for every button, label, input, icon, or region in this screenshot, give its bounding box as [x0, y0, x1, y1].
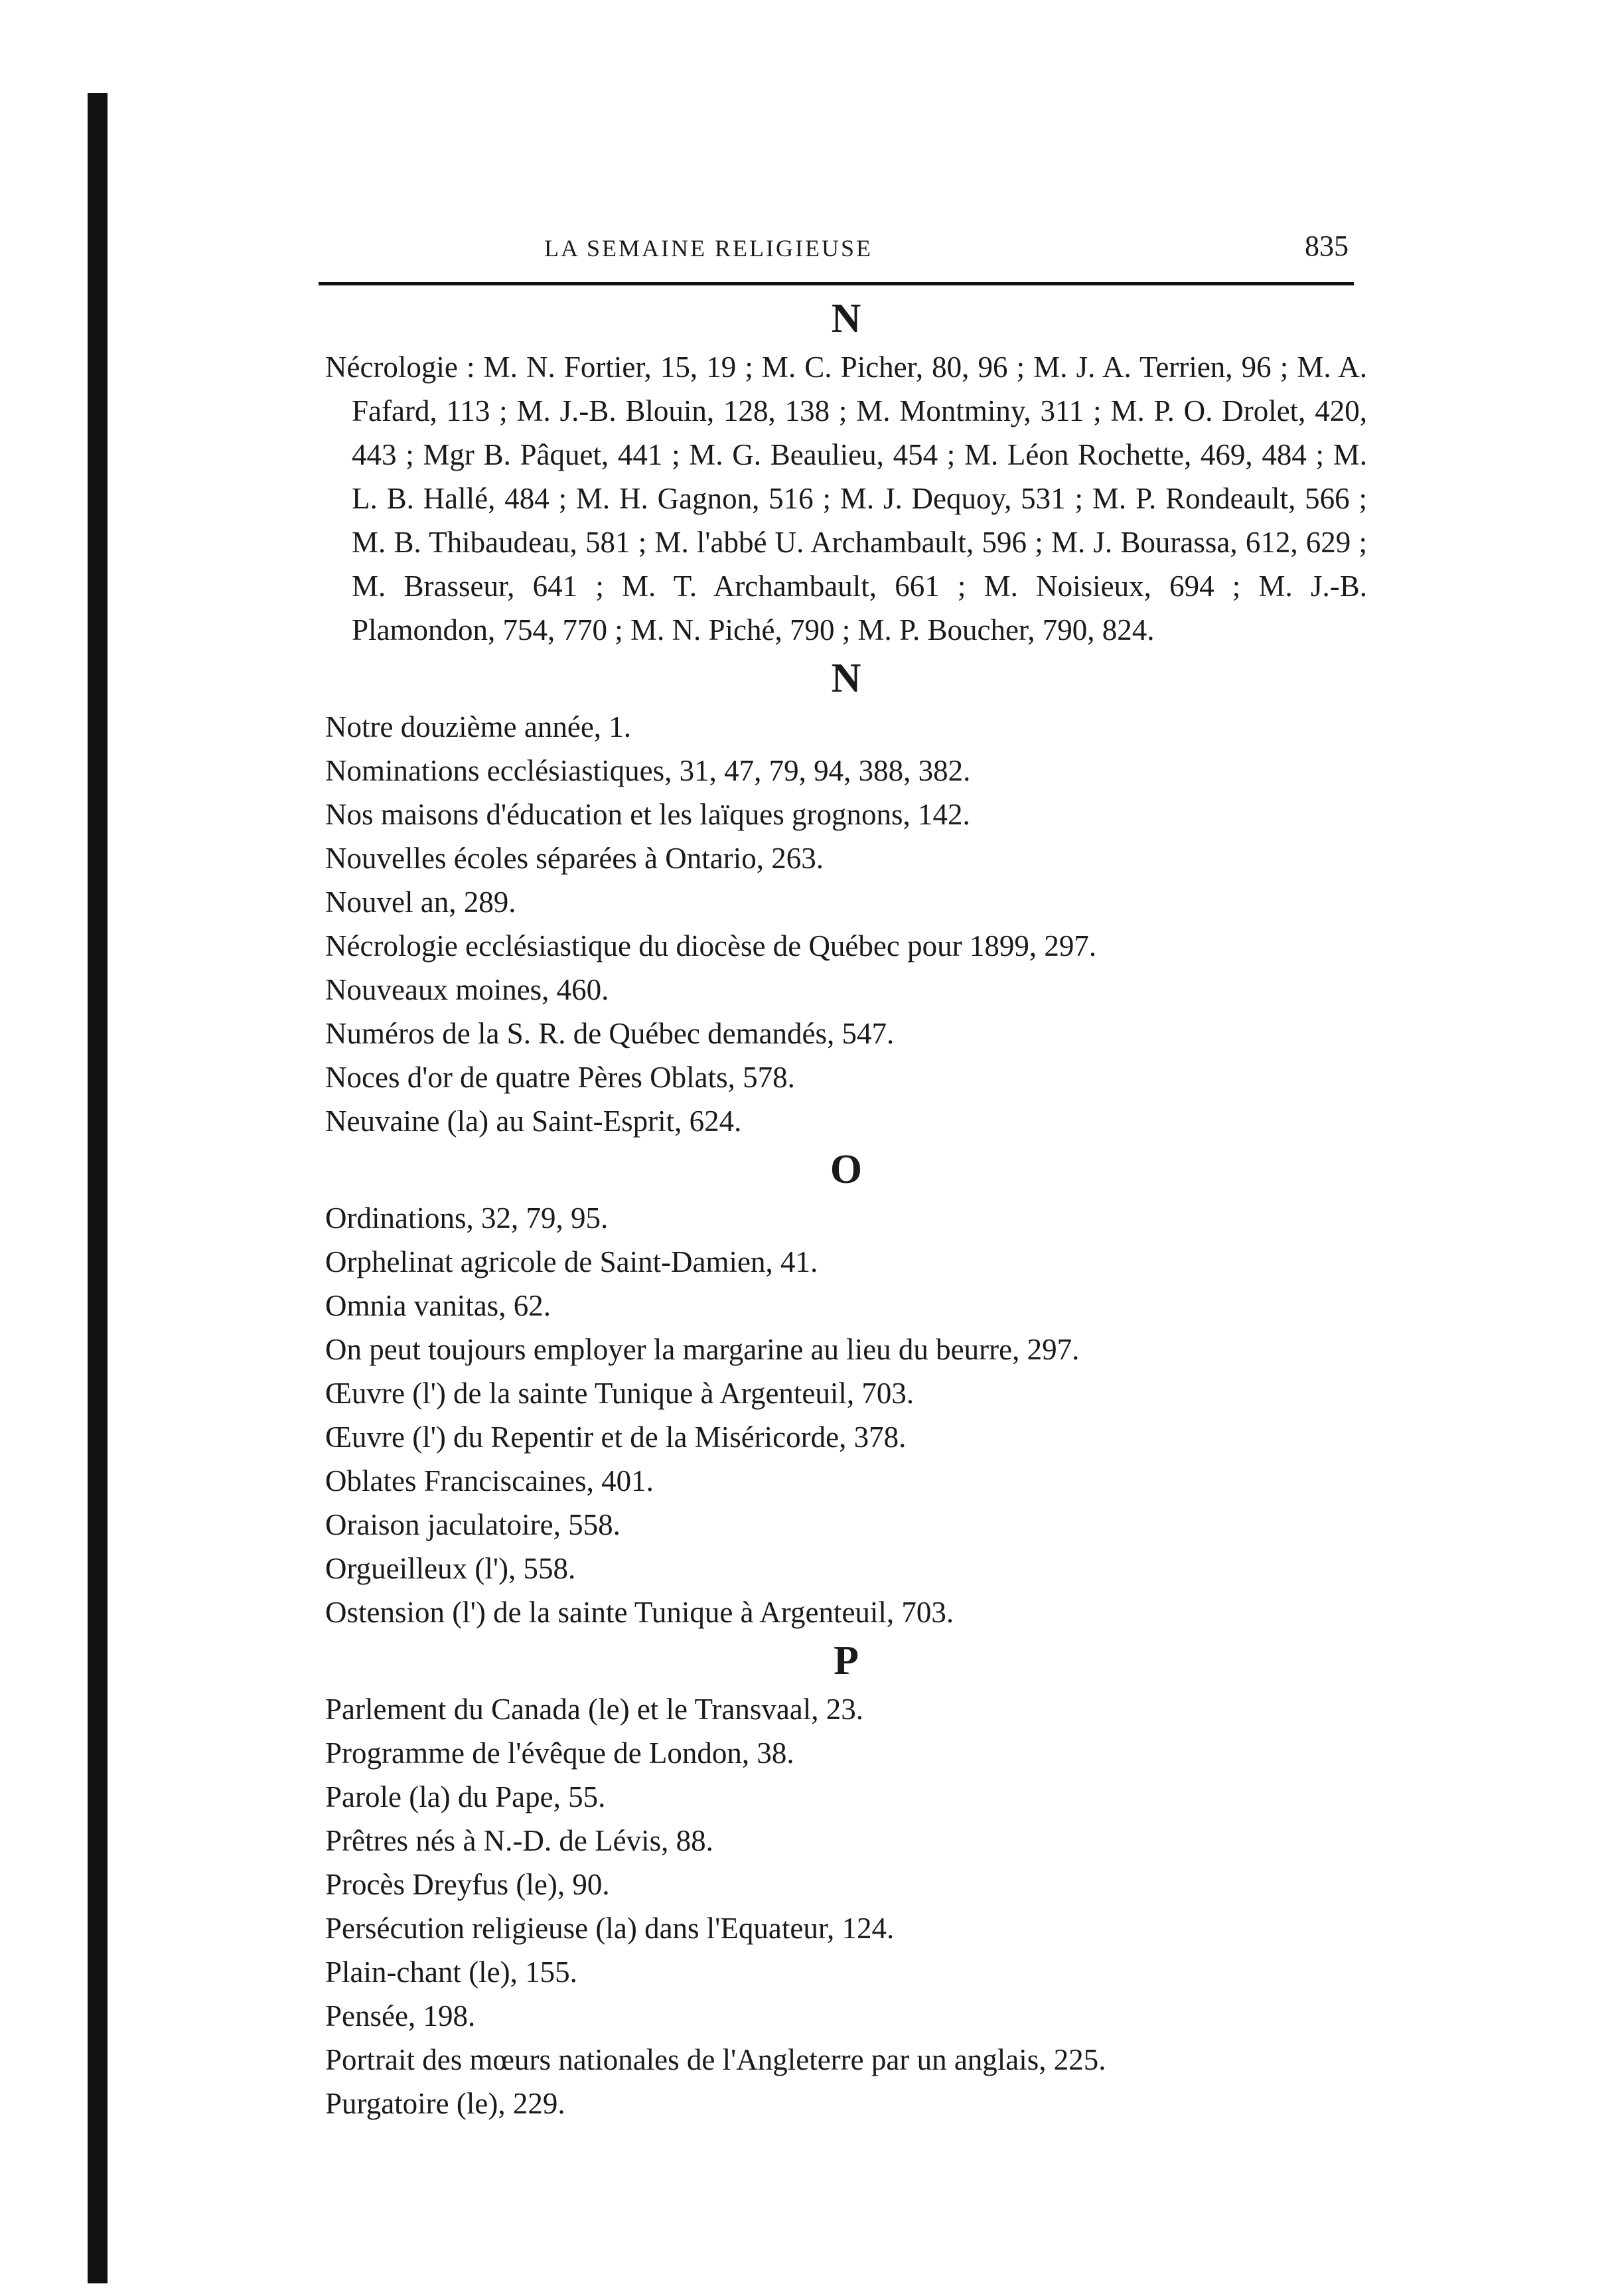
header-title: LA SEMAINE RELIGIEUSE [544, 235, 873, 262]
index-entry: Oraison jaculatoire, 558. [325, 1508, 621, 1541]
index-entry: Oblates Franciscaines, 401. [325, 1464, 654, 1497]
index-entry: Procès Dreyfus (le), 90. [325, 1868, 610, 1901]
section-letter-o: O [830, 1147, 863, 1192]
section-letter-p: P [834, 1638, 859, 1683]
running-header [319, 229, 1354, 282]
index-entry: Ordinations, 32, 79, 95. [325, 1201, 609, 1235]
index-entry: Nominations ecclésiastiques, 31, 47, 79, 94, 388, 382. [325, 754, 971, 787]
index-entry: Numéros de la S. R. de Québec demandés, 547. [325, 1017, 895, 1050]
index-entry: Œuvre (l') de la sainte Tunique à Argenteuil, 703. [325, 1377, 915, 1410]
index-entry: Nécrologie ecclésiastique du diocèse de Québec pour 1899, 297. [325, 929, 1097, 962]
section-letter-n: N [831, 296, 861, 341]
section-letter-n-second: N [831, 656, 861, 701]
index-entry: Persécution religieuse (la) dans l'Equateur, 124. [325, 1912, 895, 1945]
section-p-entries [325, 1687, 1367, 2125]
header-rule [319, 282, 1354, 285]
index-entry: Purgatoire (le), 229. [325, 2087, 565, 2120]
index-entry: Parlement du Canada (le) et le Transvaal, 23. [325, 1693, 864, 1726]
index-entry: Œuvre (l') du Repentir et de la Miséricorde, 378. [325, 1420, 907, 1454]
index-entry: Nouveaux moines, 460. [325, 973, 609, 1006]
index-entry: Parole (la) du Pape, 55. [325, 1780, 606, 1813]
index-entry: Orgueilleux (l'), 558. [325, 1552, 576, 1585]
index-entry: Plain-chant (le), 155. [325, 1955, 577, 1989]
index-entry: Pensée, 198. [325, 1999, 476, 2032]
index-entry: Noces d'or de quatre Pères Oblats, 578. [325, 1061, 795, 1094]
index-entry: Neuvaine (la) au Saint-Esprit, 624. [325, 1105, 742, 1138]
index-entry: Portrait des mœurs nationales de l'Angleterre par un anglais, 225. [325, 2043, 1106, 2076]
index-entry: Programme de l'évêque de London, 38. [325, 1736, 794, 1770]
section-n-entries [325, 705, 1367, 1143]
index-entry: Orphelinat agricole de Saint-Damien, 41. [325, 1245, 818, 1278]
page-binding-edge [88, 93, 108, 2283]
index-entry: Nouvel an, 289. [325, 885, 516, 919]
index-entry: Ostension (l') de la sainte Tunique à Argenteuil, 703. [325, 1596, 954, 1629]
index-body [325, 292, 1367, 2125]
index-entry: On peut toujours employer la margarine au lieu du beurre, 297. [325, 1333, 1080, 1366]
index-entry: Nos maisons d'éducation et les laïques grognons, 142. [325, 798, 970, 831]
index-entry: Prêtres nés à N.-D. de Lévis, 88. [325, 1824, 713, 1857]
necrologie-entry: Nécrologie : M. N. Fortier, 15, 19 ; M. C. Picher, 80, 96 ; M. J. A. Terrien, 96 ; M. A. Fafard, 113 ; M. J.-B. Blouin, 128, 138 ; M. Montminy, 311 ; M. P. O. Drolet, 420, 443 ; Mgr B. Pâquet, 441 ; M. G. Beaulieu, 454 ; M. Léon Rochette, 469, 484 ; M. L. B. Hallé, 484 ; M. H. Gagnon, 516 ; M. J. Dequoy, 531 ; M. P. Rondeault, 566 ; M. B. Thibaudeau, 581 ; M. l'abbé U. Archambault, 596 ; M. J. Bourassa, 612, 629 ; M. Brasseur, 641 ; M. T. Archambault, 661 ; M. Noisieux, 694 ; M. J.-B. Plamondon, 754, 770 ; M. N. Piché, 790 ; M. P. Boucher, 790, 824. [325, 350, 1367, 647]
index-entry: Nouvelles écoles séparées à Ontario, 263. [325, 842, 824, 875]
page-number: 835 [1305, 230, 1349, 262]
section-o-entries [325, 1196, 1367, 1634]
index-entry: Omnia vanitas, 62. [325, 1289, 551, 1322]
index-entry: Notre douzième année, 1. [325, 710, 632, 743]
